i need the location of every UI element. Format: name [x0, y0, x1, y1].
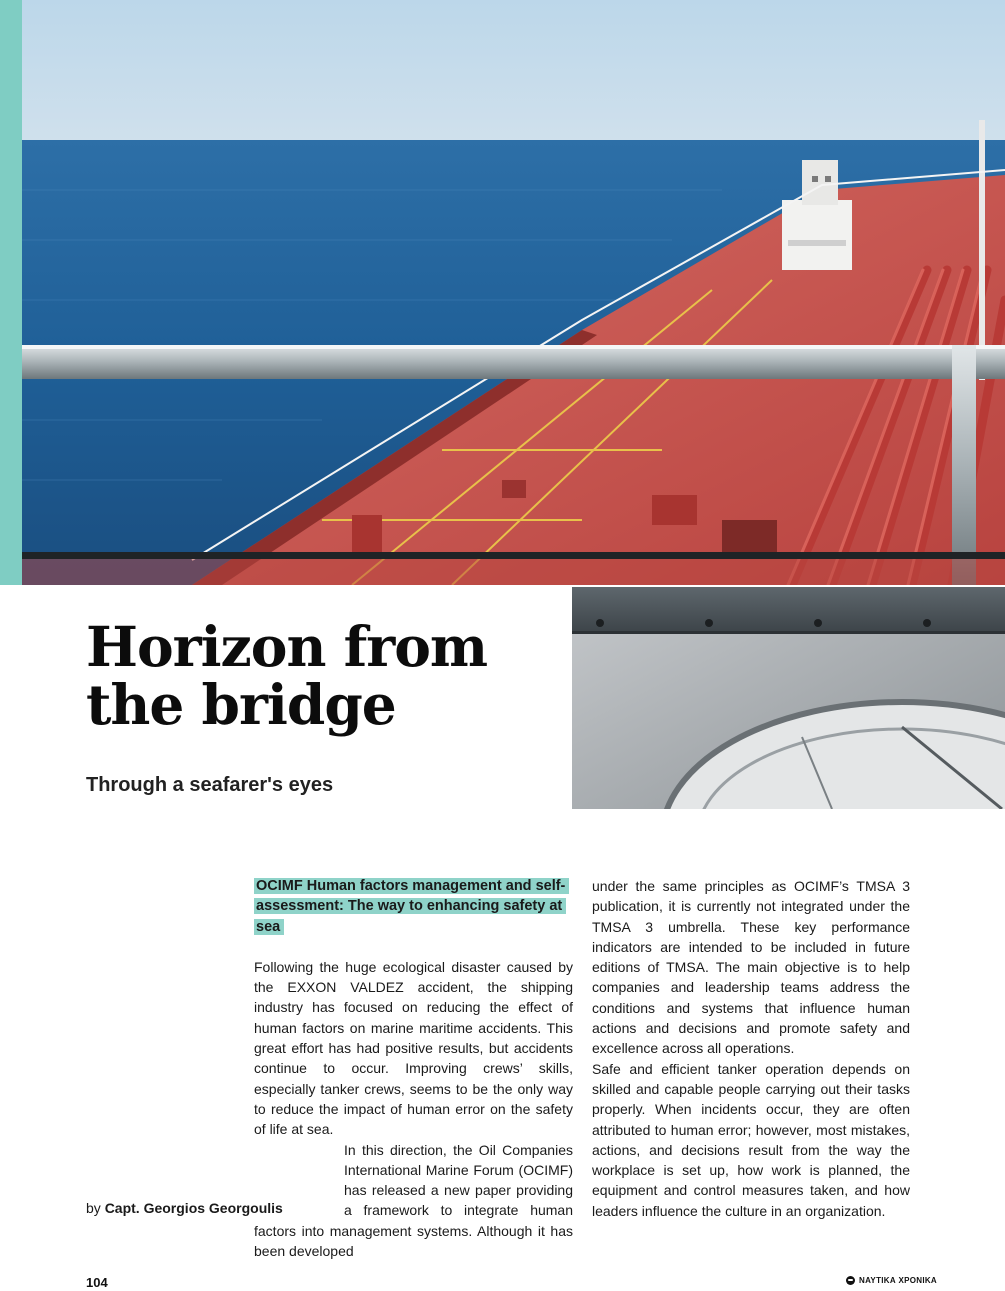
bridge-window-illustration	[572, 587, 1005, 809]
magazine-logo-icon	[846, 1276, 855, 1285]
paragraph-2-part-2: under the same principles as OCIMF’s TMSA 3 publication, it is currently not integrated under the TMSA 3 umbrella. These key performance indicators are intended to be included in future editions of TMSA. The main objective is to help companies and leadership teams address the conditions and systems that influence human actions and decisions and promote safety and excellence across all operations.	[592, 878, 910, 1057]
paragraph-3: Safe and efficient tanker operation depends on skilled and capable people carrying out their tasks properly. When incidents occur, they are often attributed to human error; however, most mistakes, actions, and decisions result from the way the workplace is set up, how work is planned, the equipment and control measures taken, and how leaders influence the culture in an organization.	[592, 1060, 910, 1219]
paragraph-1: Following the huge ecological disaster caused by the EXXON VALDEZ accident, the shipping industry has focused on reducing the effect of human factors on marine maritime accidents. This great effort has had positive results, but accidents continue to occur. Improving crews’ skills, especially tanker crews, seems to be the only way to reduce the impact of human error on the safety of life at sea.	[254, 958, 573, 1138]
article-column-1	[254, 876, 573, 1261]
magazine-name: ΝΑΥΤΙΚΑ ΧΡΟΝΙΚΑ	[859, 1276, 937, 1285]
bridge-window-photo	[572, 587, 1005, 809]
paragraph-2-part-1: In this direction, the Oil Companies International Marine Forum (OCIMF) has released a new paper providing a framework to integrate human factors into management systems. Although it has been developed	[254, 1141, 573, 1260]
page-number: 104	[86, 1275, 108, 1290]
section-heading-text: OCIMF Human factors management and self-assessment: The way to enhancing safety at sea	[254, 878, 569, 935]
magazine-brand	[846, 1276, 937, 1285]
article-title: Horizon from the bridge	[86, 614, 488, 737]
tanker-photo	[22, 0, 1005, 585]
tanker-photo-illustration	[22, 0, 1005, 585]
accent-bar	[0, 0, 22, 585]
byline-author: Capt. Georgios Georgoulis	[104, 1200, 283, 1216]
article-subtitle: Through a seafarer's eyes	[86, 774, 334, 796]
byline	[86, 1200, 283, 1216]
article-column-2	[592, 876, 910, 1221]
byline-prefix: by	[86, 1200, 101, 1216]
section-heading	[254, 876, 573, 937]
